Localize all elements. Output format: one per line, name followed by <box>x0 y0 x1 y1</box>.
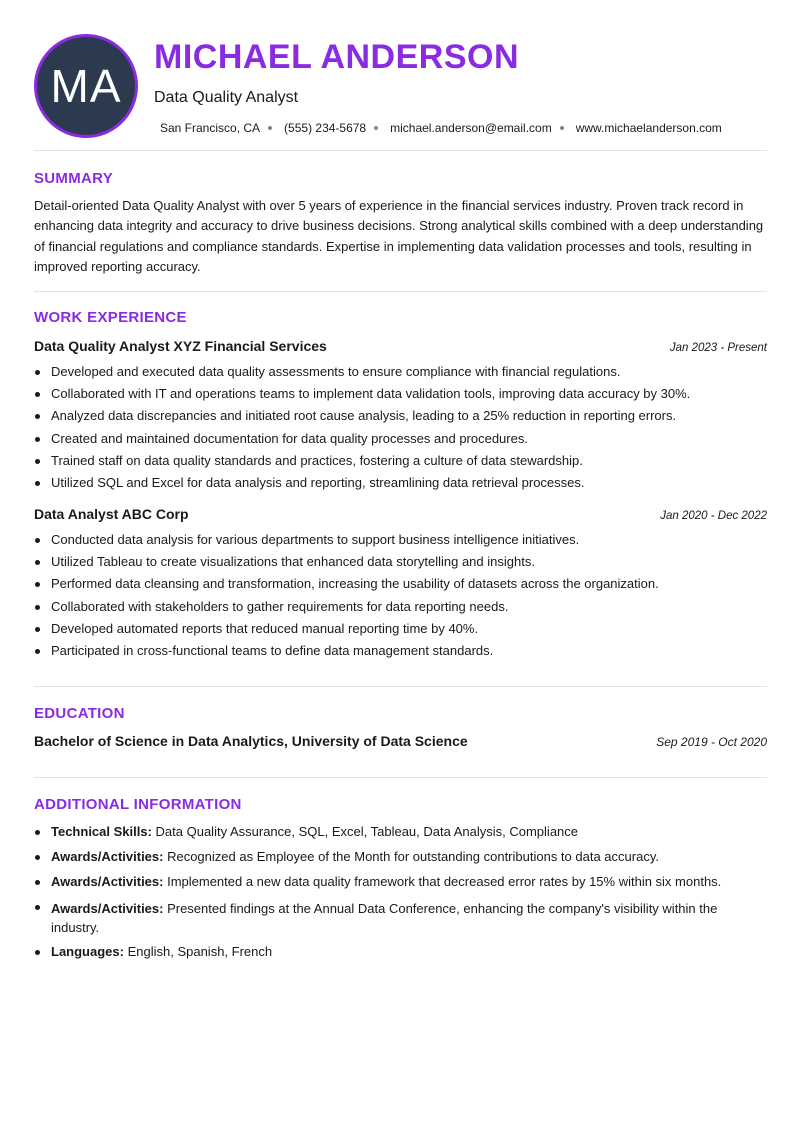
item-label: Awards/Activities: <box>51 901 164 916</box>
job-date: Jan 2020 - Dec 2022 <box>660 510 767 522</box>
degree: Bachelor of Science in Data Analytics, University of Data Science <box>34 733 468 749</box>
additional-list <box>51 824 767 969</box>
dot-separator <box>374 126 378 130</box>
job-header <box>34 506 767 522</box>
list-item: Utilized Tableau to create visualizations that enhanced data storytelling and insights. <box>51 554 767 570</box>
item-text: Presented findings at the Annual Data Conference, enhancing the company's visibility within the industry. <box>51 901 718 935</box>
list-item: Utilized SQL and Excel for data analysis and reporting, streamlining data retrieval processes. <box>51 475 767 491</box>
list-item: Collaborated with IT and operations teams to implement data validation tools, improving data accuracy by 30%. <box>51 386 767 402</box>
item-label: Technical Skills: <box>51 824 152 839</box>
list-item: Created and maintained documentation for data quality processes and procedures. <box>51 431 767 447</box>
avatar-initials: MA <box>50 60 122 112</box>
list-item: Developed automated reports that reduced manual reporting time by 40%. <box>51 621 767 637</box>
item-text: Implemented a new data quality framework that decreased error rates by 15% within six months. <box>163 874 722 889</box>
list-item: Collaborated with stakeholders to gather requirements for data reporting needs. <box>51 599 767 615</box>
contact-line <box>160 121 722 135</box>
list-item <box>51 849 767 865</box>
divider <box>34 291 767 292</box>
additional-heading: ADDITIONAL INFORMATION <box>34 796 242 813</box>
job-role: Data Analyst ABC Corp <box>34 506 189 522</box>
job-date: Jan 2023 - Present <box>669 342 767 354</box>
contact-email[interactable]: michael.anderson@email.com <box>390 121 552 135</box>
education-entry <box>34 733 767 749</box>
item-text: Recognized as Employee of the Month for outstanding contributions to data accuracy. <box>163 849 659 864</box>
job-role: Data Quality Analyst XYZ Financial Services <box>34 338 327 354</box>
education-date: Sep 2019 - Oct 2020 <box>656 735 767 749</box>
divider <box>34 777 767 778</box>
contact-location: San Francisco, CA <box>160 121 261 135</box>
list-item <box>51 824 767 840</box>
dot-separator <box>560 126 564 130</box>
dot-separator <box>268 126 272 130</box>
list-item: Performed data cleansing and transformation, increasing the usability of datasets across the organization. <box>51 576 767 592</box>
contact-website[interactable]: www.michaelanderson.com <box>575 121 722 135</box>
education-heading: EDUCATION <box>34 705 125 722</box>
candidate-name: MICHAEL ANDERSON <box>154 38 520 76</box>
list-item <box>51 874 767 890</box>
list-item: Participated in cross-functional teams to define data management standards. <box>51 643 767 659</box>
candidate-title: Data Quality Analyst <box>154 89 299 106</box>
summary-heading: SUMMARY <box>34 170 114 187</box>
divider <box>34 686 767 687</box>
job-bullets <box>51 532 767 665</box>
divider <box>34 150 767 151</box>
resume-header <box>0 0 800 150</box>
experience-heading: WORK EXPERIENCE <box>34 309 187 326</box>
summary-text: Detail-oriented Data Quality Analyst with over 5 years of experience in the financial services industry. Proven track record in enhancing data integrity and accuracy to drive business decisions. Strong analytical skills combined with a deep understanding of financial regulations and compliance standards. Expertise in implementing data validation processes and tools, resulting in improved reporting accuracy. <box>34 198 764 274</box>
item-label: Awards/Activities: <box>51 874 164 889</box>
contact-phone: (555) 234-5678 <box>284 121 367 135</box>
job-bullets <box>51 364 767 497</box>
job-header <box>34 338 767 354</box>
list-item <box>51 899 767 937</box>
item-label: Awards/Activities: <box>51 849 164 864</box>
item-text: Data Quality Assurance, SQL, Excel, Tableau, Data Analysis, Compliance <box>151 824 579 839</box>
avatar <box>34 34 138 138</box>
item-label: Languages: <box>51 944 124 959</box>
list-item: Developed and executed data quality assessments to ensure compliance with financial regulations. <box>51 364 767 380</box>
item-text: English, Spanish, French <box>123 944 273 959</box>
list-item: Trained staff on data quality standards and practices, fostering a culture of data stewardship. <box>51 453 767 469</box>
list-item: Conducted data analysis for various departments to support business intelligence initiatives. <box>51 532 767 548</box>
list-item <box>51 944 767 960</box>
list-item: Analyzed data discrepancies and initiated root cause analysis, leading to a 25% reduction in reporting errors. <box>51 408 767 424</box>
